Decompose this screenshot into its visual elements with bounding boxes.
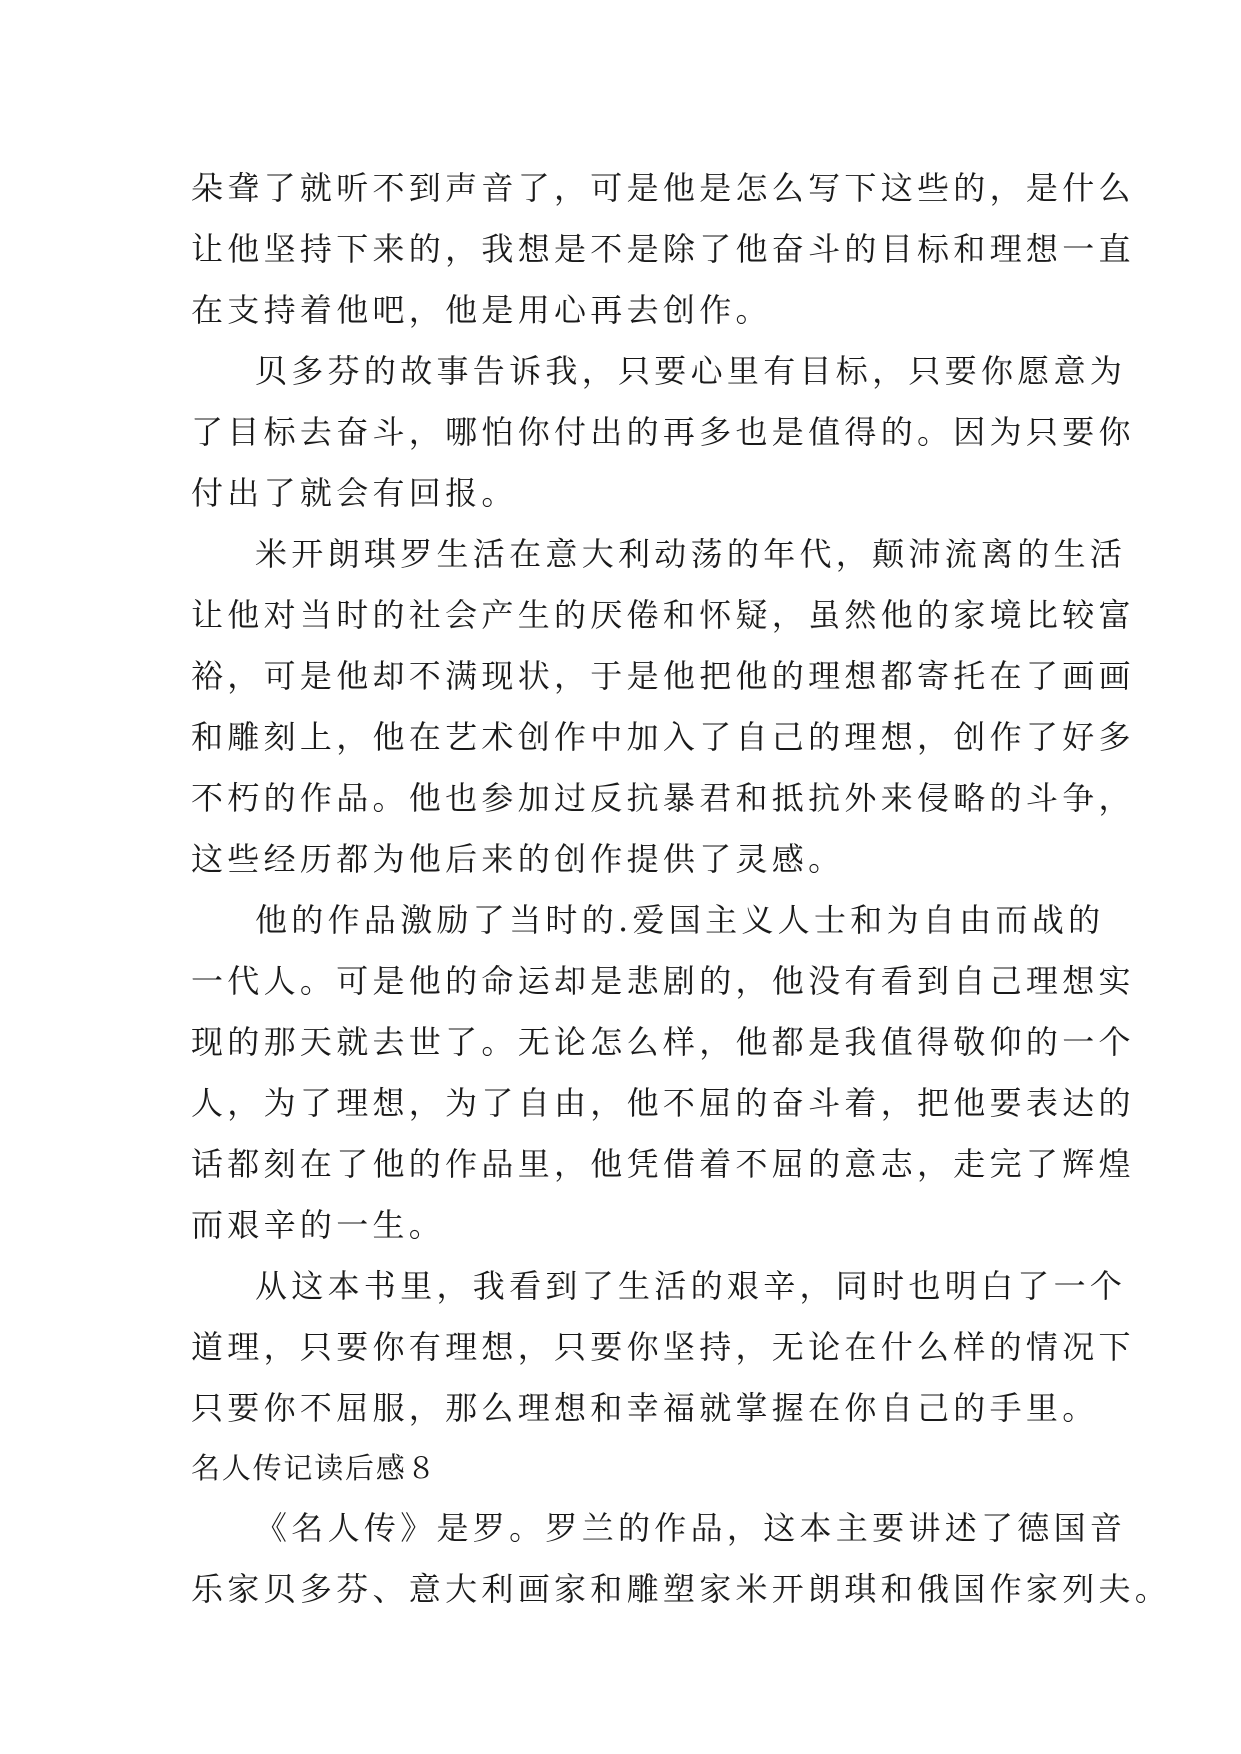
text-line: 道理，只要你有理想，只要你坚持，无论在什么样的情况下: [191, 1328, 1135, 1366]
paragraph-2: [191, 341, 1135, 524]
paragraph-4: [191, 890, 1135, 1256]
text-line: 他的作品激励了当时的.爱国主义人士和为自由而战的: [255, 901, 1105, 939]
paragraph-1: [191, 158, 1135, 341]
text-line: 在支持着他吧，他是用心再去创作。: [191, 291, 772, 329]
text-line: 只要你不屈服，那么理想和幸福就掌握在你自己的手里。: [191, 1389, 1099, 1427]
paragraph-3: [191, 524, 1135, 890]
text-line: 朵聋了就听不到声音了，可是他是怎么写下这些的，是什么: [191, 169, 1135, 207]
text-line: 不朽的作品。他也参加过反抗暴君和抵抗外来侵略的斗争，: [191, 779, 1135, 817]
document-body: [191, 158, 1172, 1620]
text-line: 乐家贝多芬、意大利画家和雕塑家米开朗琪和俄国作家列夫。: [191, 1570, 1172, 1608]
text-line: 现的那天就去世了。无论怎么样，他都是我值得敬仰的一个: [191, 1023, 1135, 1061]
text-line: 《名人传》是罗。罗兰的作品，这本主要讲述了德国音: [255, 1509, 1127, 1547]
text-line: 从这本书里，我看到了生活的艰辛，同时也明白了一个: [255, 1267, 1127, 1305]
text-line: 人，为了理想，为了自由，他不屈的奋斗着，把他要表达的: [191, 1084, 1135, 1122]
text-line: 话都刻在了他的作品里，他凭借着不屈的意志，走完了辉煌: [191, 1145, 1135, 1183]
paragraph-5: [191, 1256, 1135, 1439]
text-line: 裕，可是他却不满现状，于是他把他的理想都寄托在了画画: [191, 657, 1135, 695]
section-title: 名人传记读后感８: [191, 1451, 438, 1485]
text-line: 贝多芬的故事告诉我，只要心里有目标，只要你愿意为: [255, 352, 1127, 390]
text-line: 了目标去奋斗，哪怕你付出的再多也是值得的。因为只要你: [191, 413, 1135, 451]
text-line: 让他坚持下来的，我想是不是除了他奋斗的目标和理想一直: [191, 230, 1135, 268]
paragraph-final: [191, 1498, 1172, 1620]
text-line: 让他对当时的社会产生的厌倦和怀疑，虽然他的家境比较富: [191, 596, 1135, 634]
text-line: 付出了就会有回报。: [191, 474, 518, 512]
text-line: 和雕刻上，他在艺术创作中加入了自己的理想，创作了好多: [191, 718, 1135, 756]
text-line: 米开朗琪罗生活在意大利动荡的年代，颠沛流离的生活: [255, 535, 1127, 573]
text-line: 一代人。可是他的命运却是悲剧的，他没有看到自己理想实: [191, 962, 1135, 1000]
text-line: 这些经历都为他后来的创作提供了灵感。: [191, 840, 845, 878]
text-line: 而艰辛的一生。: [191, 1206, 446, 1244]
